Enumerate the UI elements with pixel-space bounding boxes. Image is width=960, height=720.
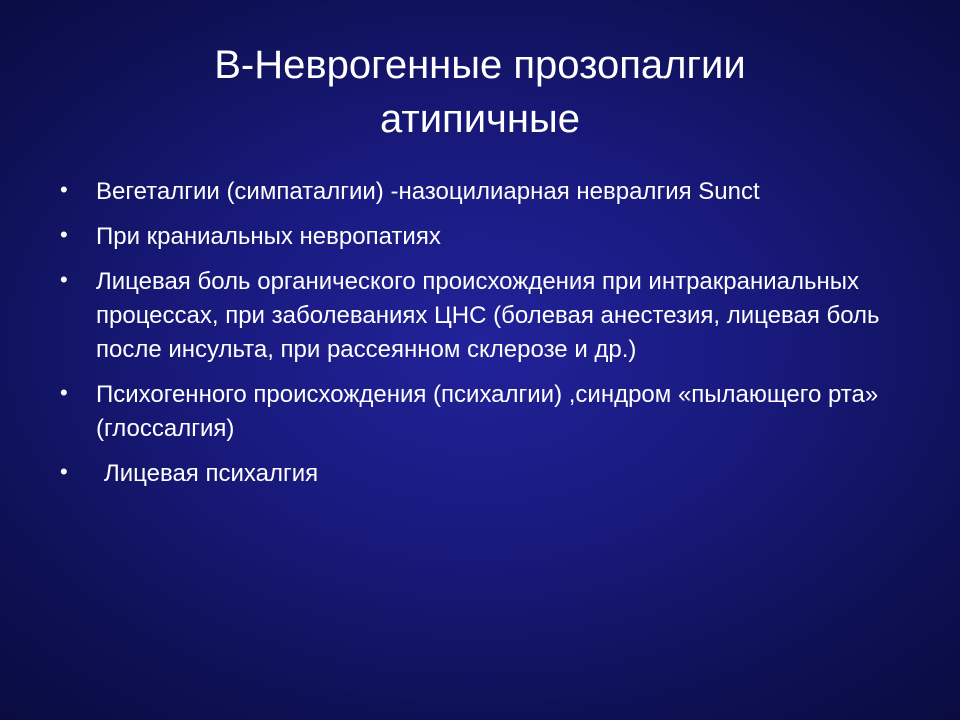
bullet-item [60, 378, 900, 446]
slide-title-line-2: атипичные [380, 97, 580, 141]
bullet-icon: • [60, 177, 68, 202]
bullet-icon: • [60, 459, 68, 484]
bullet-item [60, 220, 900, 254]
bullet-text: Лицевая психалгия [104, 460, 319, 487]
bullet-icon: • [60, 222, 68, 247]
bullet-icon: • [60, 380, 68, 405]
bullet-icon: • [60, 267, 68, 292]
bullet-text: Лицевая боль органического происхождения при интракраниальных процессах, при заболеваниях ЦНС (болевая анестезия, лицевая боль после инсульта, при рассеянном склерозе и др.) [96, 268, 880, 363]
bullet-text: Вегеталгии (симпаталгии) -назоцилиарная невралгия Sunct [96, 178, 760, 205]
bullet-list [60, 175, 900, 491]
bullet-item [60, 175, 900, 209]
slide-title [60, 38, 900, 146]
bullet-text: При краниальных невропатиях [96, 223, 441, 250]
bullet-item [60, 265, 900, 367]
slide-title-line-1: B-Неврогенные прозопалгии [214, 43, 746, 87]
bullet-item [60, 457, 900, 491]
bullet-text: Психогенного происхождения (психалгии) ,синдром «пылающего рта» (глоссалгия) [96, 381, 879, 442]
